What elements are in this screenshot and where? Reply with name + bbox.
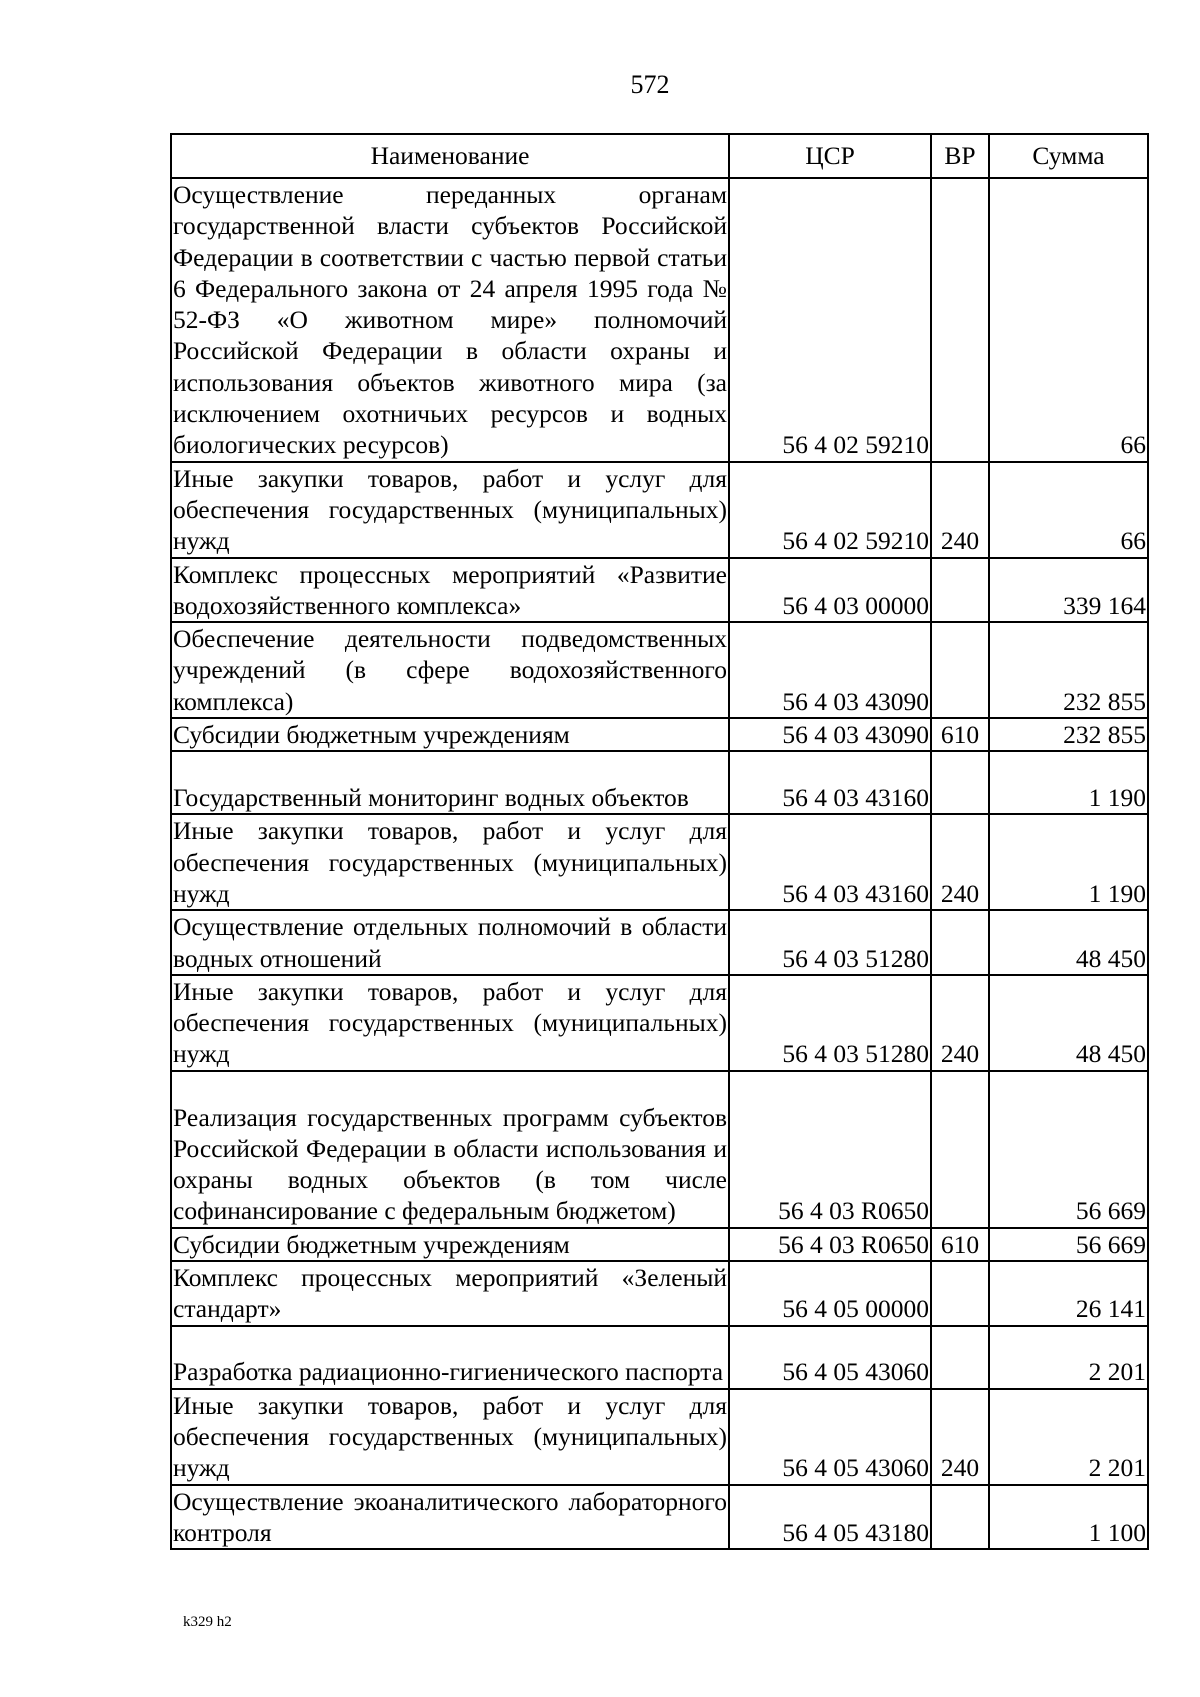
row-sum: 48 450	[989, 910, 1148, 975]
row-name: Разработка радиационно-гигиенического паспорта	[171, 1326, 729, 1389]
row-sum: 56 669	[989, 1228, 1148, 1261]
row-vr	[931, 1485, 989, 1550]
row-name: Осуществление отдельных полномочий в области водных отношений	[171, 910, 729, 975]
row-csr: 56 4 03 R0650	[729, 1071, 931, 1228]
row-name: Иные закупки товаров, работ и услуг для обеспечения государственных (муниципальных) нужд	[171, 462, 729, 558]
table-row	[171, 558, 1148, 623]
row-csr: 56 4 05 00000	[729, 1261, 931, 1326]
row-sum: 2 201	[989, 1389, 1148, 1485]
table-row	[171, 718, 1148, 751]
row-name: Субсидии бюджетным учреждениям	[171, 1228, 729, 1261]
row-sum: 1 100	[989, 1485, 1148, 1550]
budget-table	[170, 133, 1149, 1550]
table-row	[171, 975, 1148, 1071]
row-name: Комплекс процессных мероприятий «Зеленый стандарт»	[171, 1261, 729, 1326]
row-vr	[931, 1261, 989, 1326]
table-row	[171, 814, 1148, 910]
header-name: Наименование	[171, 134, 729, 178]
row-csr: 56 4 03 00000	[729, 558, 931, 623]
row-vr: 610	[931, 1228, 989, 1261]
row-name: Субсидии бюджетным учреждениям	[171, 718, 729, 751]
row-sum: 56 669	[989, 1071, 1148, 1228]
row-csr: 56 4 03 43160	[729, 751, 931, 814]
row-sum: 26 141	[989, 1261, 1148, 1326]
row-vr	[931, 910, 989, 975]
row-vr: 240	[931, 1389, 989, 1485]
table-row	[171, 910, 1148, 975]
row-csr: 56 4 05 43180	[729, 1485, 931, 1550]
row-name: Реализация государственных программ субъектов Российской Федерации в области использования и охраны водных объектов (в том числе софинансирование с федеральным бюджетом)	[171, 1071, 729, 1228]
table-row	[171, 1389, 1148, 1485]
table-row	[171, 178, 1148, 462]
row-csr: 56 4 03 51280	[729, 910, 931, 975]
row-sum: 1 190	[989, 751, 1148, 814]
table-row	[171, 1326, 1148, 1389]
row-sum: 66	[989, 462, 1148, 558]
header-csr: ЦСР	[729, 134, 931, 178]
row-sum: 339 164	[989, 558, 1148, 623]
row-vr	[931, 178, 989, 462]
table-row	[171, 751, 1148, 814]
row-name: Обеспечение деятельности подведомственных учреждений (в сфере водохозяйственного комплекса)	[171, 622, 729, 718]
row-name: Иные закупки товаров, работ и услуг для обеспечения государственных (муниципальных) нужд	[171, 975, 729, 1071]
table-row	[171, 1228, 1148, 1261]
page-number: 572	[630, 70, 670, 99]
header-vr: ВР	[931, 134, 989, 178]
row-vr: 240	[931, 975, 989, 1071]
document-code: k329 h2	[183, 1614, 232, 1630]
row-vr: 240	[931, 462, 989, 558]
row-name: Государственный мониторинг водных объектов	[171, 751, 729, 814]
table-row	[171, 462, 1148, 558]
row-vr	[931, 751, 989, 814]
header-sum: Сумма	[989, 134, 1148, 178]
row-name: Иные закупки товаров, работ и услуг для обеспечения государственных (муниципальных) нужд	[171, 814, 729, 910]
row-sum: 48 450	[989, 975, 1148, 1071]
table-row	[171, 1071, 1148, 1228]
table-header-row	[171, 134, 1148, 178]
row-sum: 66	[989, 178, 1148, 462]
row-csr: 56 4 03 51280	[729, 975, 931, 1071]
row-name: Осуществление переданных органам государственной власти субъектов Российской Федерации в соответствии с частью первой статьи 6 Федерального закона от 24 апреля 1995 года № 52-ФЗ «О животном мире» полномочий Российской Федерации в области охраны и использования объектов животного мира (за исключением охотничьих ресурсов и водных биологических ресурсов)	[171, 178, 729, 462]
table-row	[171, 622, 1148, 718]
row-sum: 2 201	[989, 1326, 1148, 1389]
row-name: Иные закупки товаров, работ и услуг для обеспечения государственных (муниципальных) нужд	[171, 1389, 729, 1485]
row-vr	[931, 1326, 989, 1389]
row-vr	[931, 558, 989, 623]
row-csr: 56 4 02 59210	[729, 462, 931, 558]
row-vr: 240	[931, 814, 989, 910]
row-csr: 56 4 05 43060	[729, 1389, 931, 1485]
row-sum: 232 855	[989, 622, 1148, 718]
row-vr	[931, 1071, 989, 1228]
row-sum: 1 190	[989, 814, 1148, 910]
table-row	[171, 1261, 1148, 1326]
table-row	[171, 1485, 1148, 1550]
row-csr: 56 4 05 43060	[729, 1326, 931, 1389]
row-vr: 610	[931, 718, 989, 751]
row-csr: 56 4 03 43090	[729, 622, 931, 718]
row-csr: 56 4 02 59210	[729, 178, 931, 462]
row-sum: 232 855	[989, 718, 1148, 751]
row-name: Осуществление экоаналитического лабораторного контроля	[171, 1485, 729, 1550]
row-csr: 56 4 03 43090	[729, 718, 931, 751]
row-vr	[931, 622, 989, 718]
row-csr: 56 4 03 R0650	[729, 1228, 931, 1261]
row-name: Комплекс процессных мероприятий «Развитие водохозяйственного комплекса»	[171, 558, 729, 623]
row-csr: 56 4 03 43160	[729, 814, 931, 910]
